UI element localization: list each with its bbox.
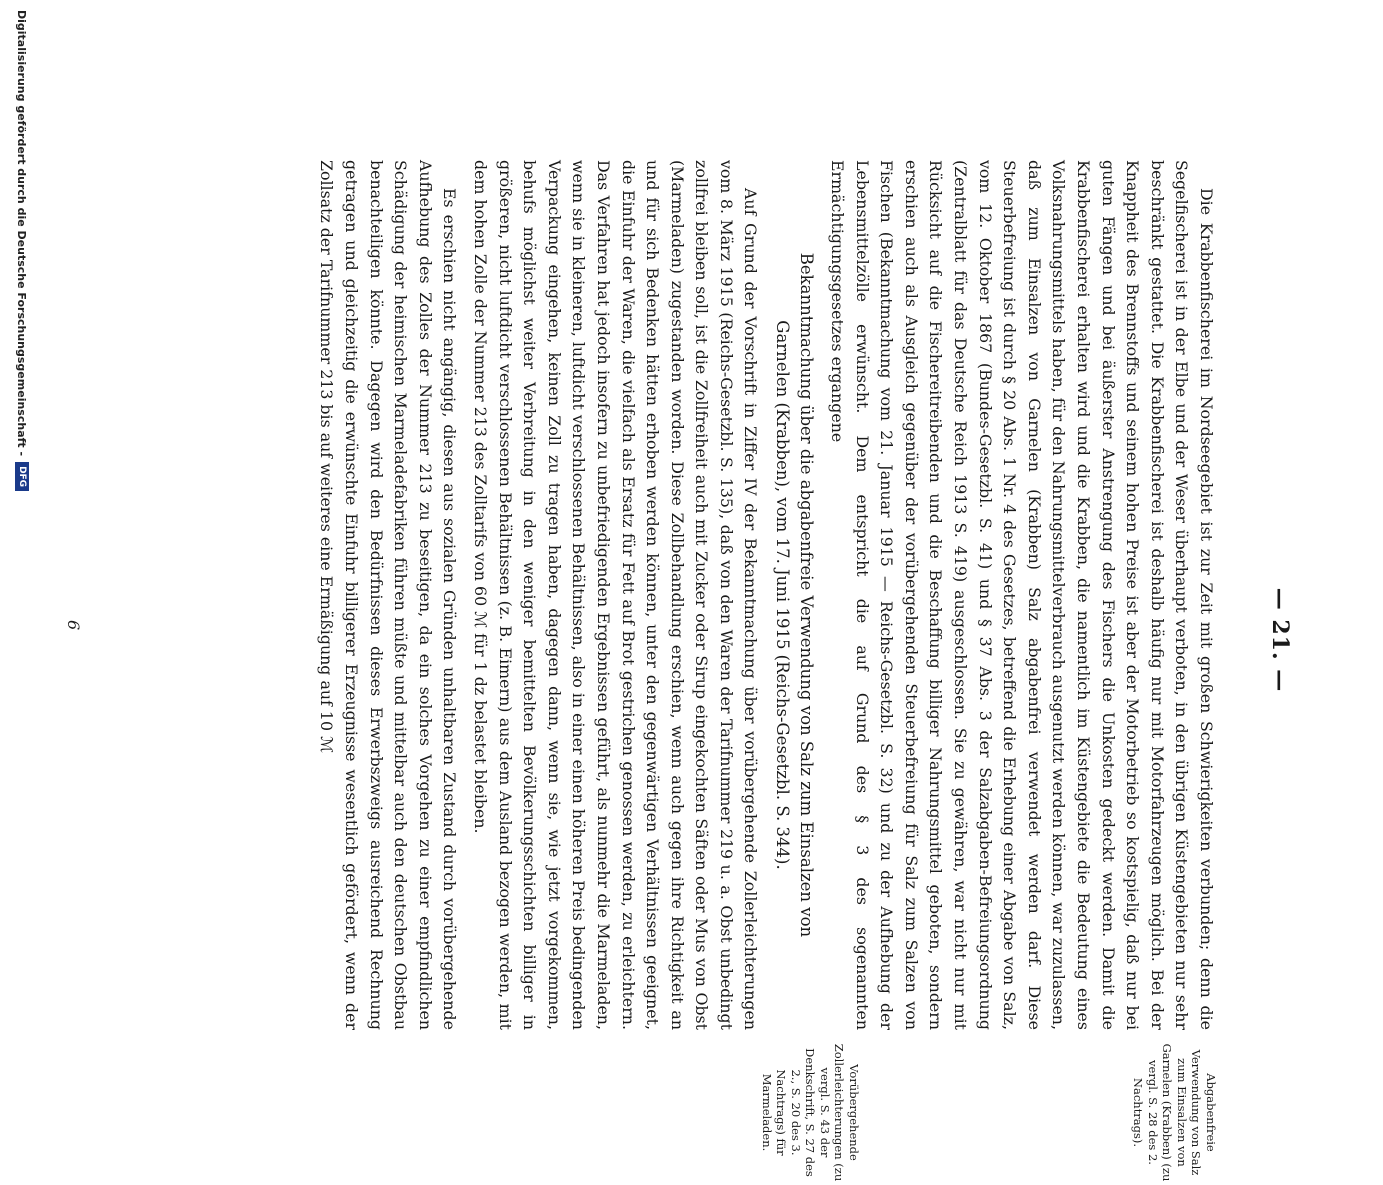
margin-notes xyxy=(760,1040,1219,1185)
paragraph-marmalade: Auf Grund der Vorschrift in Ziffer IV der Bekanntmachung über vorübergehende Zollerleichterungen vom 8. März 1915 (Reichs-Gesetzbl. S. 135), daß von den Waren der Tarifnummer 219 u. a. Obst unbedingt zollfrei bleiben soll, ist die Zollfreiheit auch mit Zucker oder Sirup eingekochten Säften oder Mus von Obst (Marmeladen) zugestanden worden. Diese Zollbehandlung erschien, wenn auch gegen ihre Richtigkeit an und für sich Bedenken hätten erhoben werden können, unter den gegenwärtigen Verhältnissen geeignet, die Einfuhr der Waren, die vielfach als Ersatz für Fett auf Brot gestrichen genossen werden, zu erleichtern. Das Verfahren hat jedoch insofern zu unbefriedigenden Ergebnissen geführt, als nunmehr die Marmeladen, wenn sie in kleineren, luftdicht verschlossenen Behältnissen, also in einer einen höheren Preis bedingenden Verpackung eingehen, keinen Zoll zu tragen haben, dagegen dann, wenn sie, wie jetzt vorgekommen, behufs möglichst weiter Verbreitung in den weniger bemittelten Bevölkerungsschichten billiger in größeren, nicht luftdicht verschlossenen Behältnissen (z. B. Eimern) aus dem Ausland bezogen werden, mit dem hohen Zolle der Nummer 213 des Zolltarifs von 60 ℳ für 1 dz belastet bleiben. xyxy=(470,160,761,1030)
paragraph-tariff: Es erschien nicht angängig, diesen aus sozialen Gründen unhaltbaren Zustand durch vorübergehende Aufhebung des Zolles der Nummer 213 zu beseitigen, da ein solches Vorgehen zu einer empfindlichen Schädigung der heimischen Marmeladefabriken führen müßte und mittelbar auch den deutschen Obstbau benachteiligen könnte. Dagegen wird den Bedürfnissen dieses Erwerbszweigs ausreichend Rechnung getragen und gleichzeitig die erwünschte Einfuhr billigerer Erzeugnisse wesentlich gefördert, wenn der Zollsatz der Tarifnummer 213 bis auf weiteres eine Ermäßigung auf 10 ℳ xyxy=(317,160,460,1030)
credit-text: Digitalisierung gefördert durch die Deutsche Forschungsgemeinschaft - xyxy=(15,10,29,457)
main-text xyxy=(314,160,1218,1030)
ordinance-heading: Bekanntmachung über die abgabenfreie Verwendung von Salz zum Einsalzen von Garnelen (Krabben), vom 17. Juni 1915 (Reichs-Gesetzbl. S. 344). xyxy=(773,252,817,938)
page-number: — 21. — xyxy=(1267,587,1293,693)
margin-note-salt: Abgabenfreie Verwendung von Salz zum Einsalzen von Garnelen (Krabben) (zu vergl. S. 28 des 2. Nachtrags). xyxy=(1131,1043,1218,1182)
dfg-logo: DFG xyxy=(15,462,29,491)
signature-mark: 6 xyxy=(64,620,83,631)
paragraph-crab-fishing: Die Krabbenfischerei im Nordseegebiet ist zur Zeit mit großen Schwierigkeiten verbunden; denn die Segelfischerei ist in der Elbe und der Weser überhaupt verboten, in den übrigen Küstengebieten nur sehr beschränkt gestattet. Die Krabbenfischerei ist deshalb häufig nur mit Motorfahrzeugen möglich. Bei der Knappheit des Brennstoffs und seinem hohen Preise ist aber der Motorbetrieb so kostspielig, daß nur bei guten Fängen und bei äußerster Anstrengung des Fischers die Unkosten gedeckt werden. Damit die Krabbenfischerei erhalten wird und die Krabben, die namentlich im Küstengebiete die Bedeutung eines Volksnahrungsmittels haben, für den Nahrungsmittelverbrauch ausgenutzt werden können, war zuzulassen, daß zum Einsalzen von Garnelen (Krabben) Salz abgabenfrei verwendet werden darf. Diese Steuerbefreiung ist durch § 20 Abs. 1 Nr. 4 des Gesetzes, betreffend die Erhebung einer Abgabe von Salz, vom 12. Oktober 1867 (Bundes-Gesetzbl. S. 41) und § 37 Abs. 3 der Salzabgaben-Befreiungsordnung (Zentralblatt für das Deutsche Reich 1913 S. 419) ausgeschlossen. Sie zu gewähren, war nicht nur mit Rücksicht auf die Fischereitreibenden und die Beschaffung billiger Nahrungsmittel geboten, sondern erschien auch als Ausgleich gegenüber der vorübergehenden Steuerbefreiung für Salz zum Salzen von Fischen (Bekanntmachung vom 21. Januar 1915 — Reichs-Gesetzbl. S. 32) und zu der Aufhebung der Lebensmittelzölle erwünscht. Dem entspricht die auf Grund des § 3 des sogenannten Ermächtigungsgesetzes ergangene xyxy=(828,160,1216,1030)
digitization-credit xyxy=(15,10,29,491)
margin-note-marmalade: Vorübergehende Zollerleichterungen (zu vergl. S. 43 der Denkschrift, S. 27 des 2., S. 20 des 3. Nachtrags) für Marmeladen. xyxy=(760,1043,861,1182)
